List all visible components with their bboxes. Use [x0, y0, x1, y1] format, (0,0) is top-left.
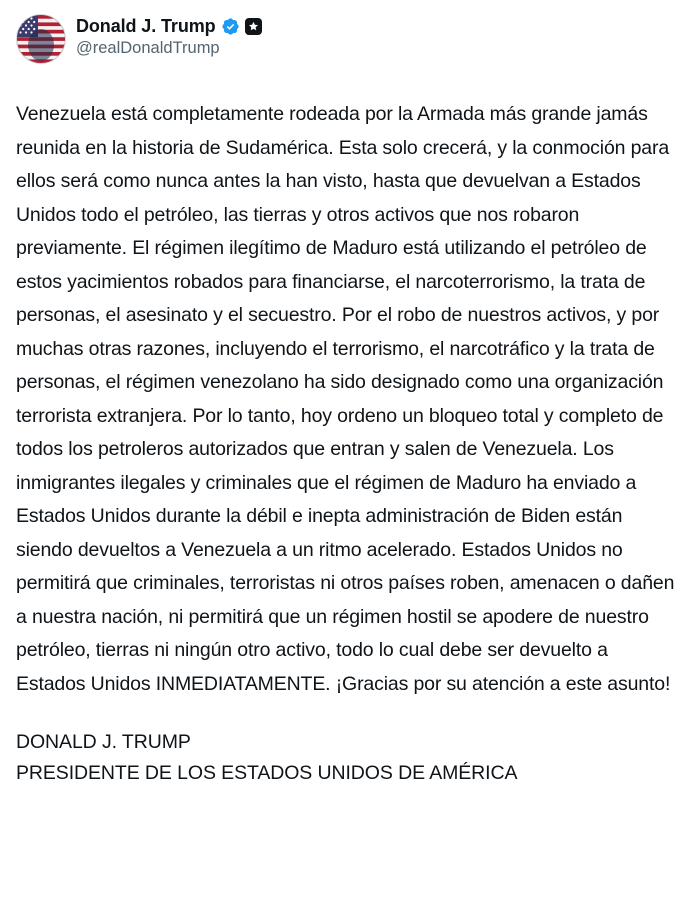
identity-block — [76, 14, 262, 58]
name-row — [76, 16, 262, 37]
avatar[interactable] — [16, 14, 66, 64]
display-name: Donald J. Trump — [76, 16, 216, 36]
account-handle[interactable]: @realDonaldTrump — [76, 39, 220, 57]
affiliation-badge-icon[interactable] — [245, 18, 262, 35]
post-signature — [16, 727, 680, 789]
post-body: Venezuela está completamente rodeada por la Armada más grande jamás reunida en la historia de Sudamérica. Esta solo crecerá, y la conmoción para ellos será como nunca antes la han visto, hasta que devuelvan a Estados Unidos todo el petróleo, las tierras y otros activos que nos robaron previamente. El régimen ilegítimo de Maduro está utilizando el petróleo de estos yacimientos robados para financiarse, el narcoterrorismo, la trata de personas, el asesinato y el secuestro. Por el robo de nuestros activos, y por muchas otras razones, incluyendo el terrorismo, el narcotráfico y la trata de personas, el régimen venezolano ha sido designado como una organización terrorista extranjera. Por lo tanto, hoy ordeno un bloqueo total y completo de todos los petroleros autorizados que entran y salen de Venezuela. Los inmigrantes ilegales y criminales que el régimen de Maduro ha enviado a Estados Unidos durante la débil e inepta administración de Biden están siendo devueltos a Venezuela a un ritmo acelerado. Estados Unidos no permitirá que criminales, terroristas ni otros países roben, amenacen o dañen a nuestra nación, ni permitirá que un régimen hostil se apodere de nuestro petróleo, tierras ni ningún otro activo, todo lo cual debe ser devuelto a Estados Unidos INMEDIATAMENTE. ¡Gracias por su atención a este asunto! — [16, 103, 680, 695]
signature-title: PRESIDENTE DE LOS ESTADOS UNIDOS DE AMÉRICA — [16, 762, 518, 784]
signature-name: DONALD J. TRUMP — [16, 731, 191, 753]
post-header — [16, 14, 680, 76]
verified-badge-icon[interactable] — [221, 17, 240, 36]
